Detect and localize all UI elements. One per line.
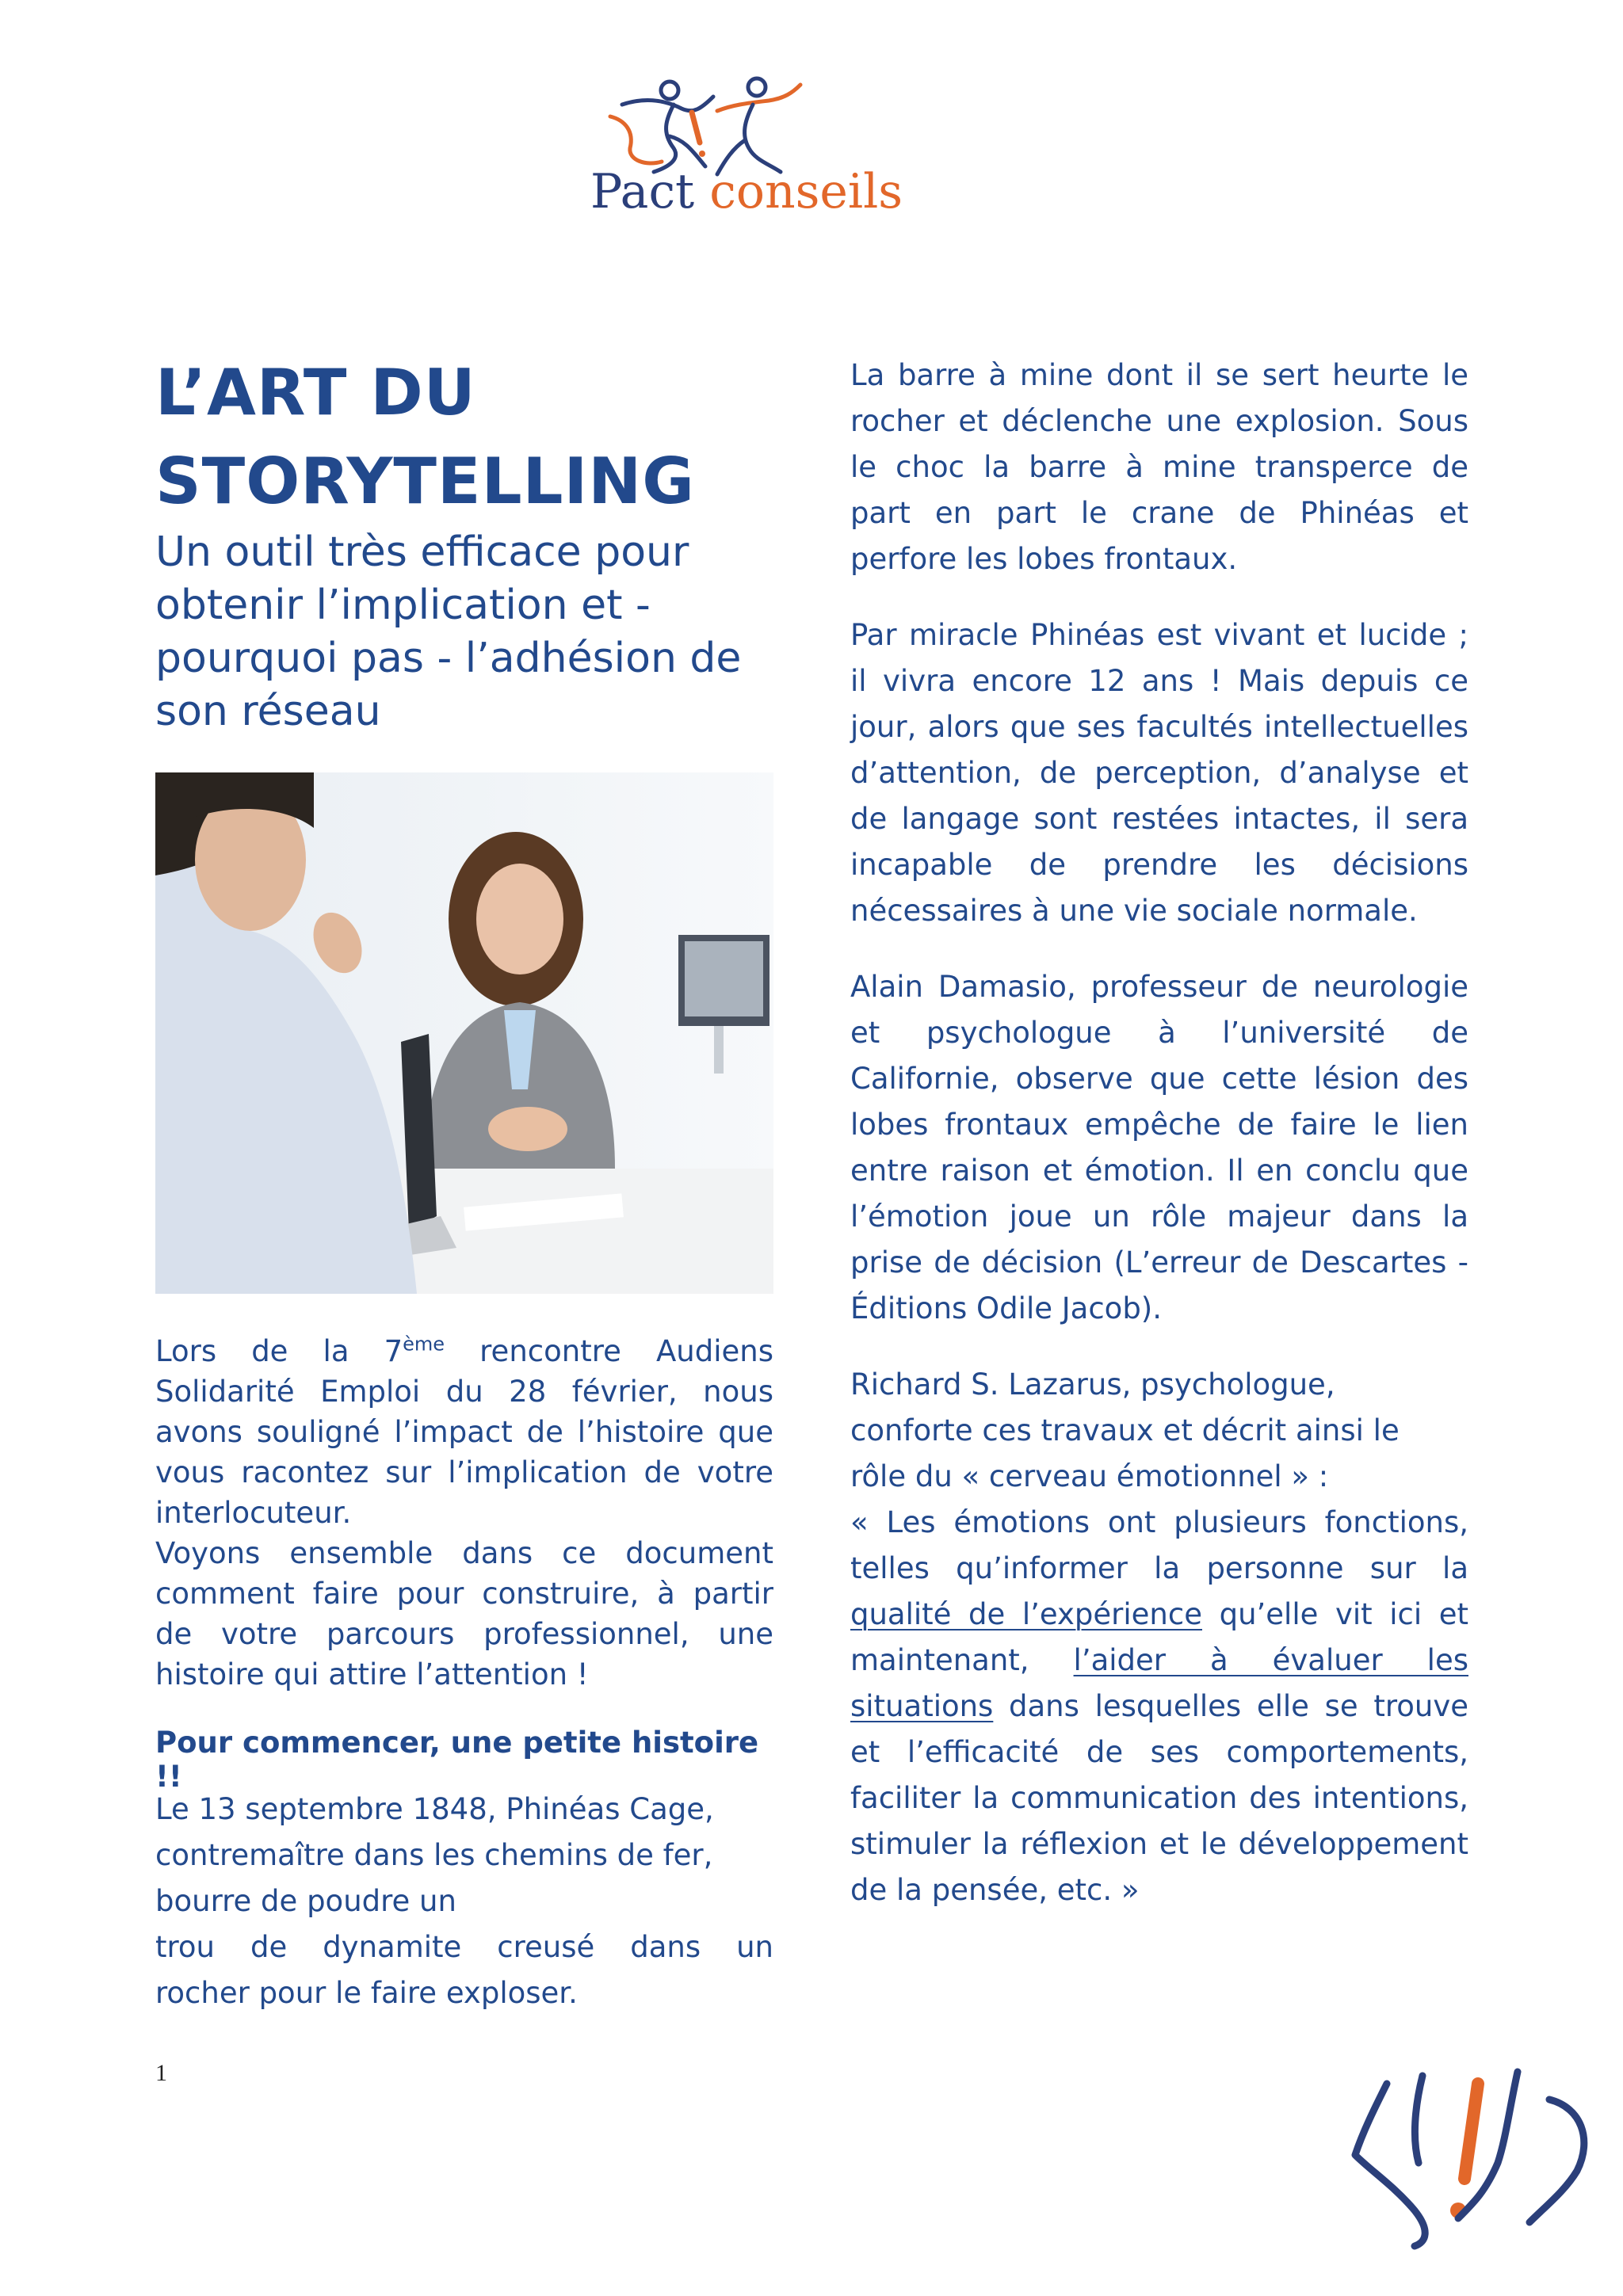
underlined-phrase: l’aider à évaluer les situations [850,1643,1468,1723]
text-line: Richard S. Lazarus, psychologue, [850,1367,1335,1402]
text-segment: « Les émotions ont plusieurs fonctions, telles qu’informer la personne sur la [850,1505,1468,1585]
text-line: conforte ces travaux et décrit ainsi le [850,1413,1400,1447]
text-segment: dans lesquelles elle se trouve et l’efficacité de ses comportements, faciliter la communication des intentions, stimuler la réflexion et le développement de la pensée, etc. » [850,1689,1468,1907]
text-segment: qu’elle vit ici et maintenant, [850,1597,1469,1677]
subtitle-line: Un outil très efficace pour [155,528,689,576]
story-line: contremaître dans les chemins de fer, [155,1838,713,1872]
right-column [850,353,1468,1943]
paragraph: Par miracle Phinéas est vivant et lucide ; il vivra encore 12 ans ! Mais depuis ce jour, alors que ses facultés intellectuelles d’attention, de perception, d’analyse et de langage sont restées intactes, il sera incapable de prendre les décisions nécessaires à une vie sociale normale. [850,618,1468,928]
title-line-1: L’ART DU [155,356,476,429]
story-line: trou de dynamite creusé dans un [155,1930,773,1964]
intro-text-part: Lors de la 7 [155,1334,403,1368]
paragraph: La barre à mine dont il se sert heurte le rocher et déclenche une explosion. Sous le choc la barre à mine transperce de part en part le crane de Phinéas et perfore les lobes frontaux. [850,358,1468,576]
title-block [155,349,773,738]
intro-text [155,1331,773,1695]
logo-word-pact: Pact [590,164,695,219]
intro-text-part: rencontre Audiens Solidarité Emploi du 28 février, nous avons souligné l’impact de l’histoire que vous racontez sur l’implication de votre interlocuteur. [155,1334,773,1530]
office-interview-photo-icon [155,772,773,1294]
intro-paragraph-1 [155,1331,773,1533]
story-line: bourre de poudre un [155,1884,456,1918]
paragraph: Alain Damasio, professeur de neurologie et psychologue à l’université de Californie, observe que cette lésion des lobes frontaux empêche de faire le lien entre raison et émotion. Il en conclu que l’émotion joue un rôle majeur dans la prise de décision (L’erreur de Descartes - Éditions Odile Jacob). [850,970,1468,1325]
pact-conseils-mark-icon [1339,2052,1601,2250]
pact-conseils-logo [582,73,903,231]
page-subtitle [155,526,773,738]
interview-photo [155,772,773,1294]
text-line: rôle du « cerveau émotionnel » : [850,1459,1329,1493]
quote-paragraph [850,1500,1468,1913]
title-line-2: STORYTELLING [155,444,695,518]
story-text [155,1787,773,2016]
logo-wordmark [590,164,903,219]
intro-paragraph-2: Voyons ensemble dans ce document comment faire pour construire, à partir de votre parcours professionnel, une histoire qui attire l’attention ! [155,1536,773,1691]
subtitle-line: pourquoi pas - l’adhésion de [155,635,742,682]
ordinal-superscript: ème [403,1333,445,1356]
story-line: rocher pour le faire exploser. [155,1976,578,2010]
underlined-phrase: qualité de l’expérience [850,1597,1202,1631]
logo-word-conseils: conseils [709,164,903,219]
story-line: Le 13 septembre 1848, Phinéas Cage, [155,1792,714,1826]
section-heading: Pour commencer, une petite histoire !! [155,1726,759,1794]
subtitle-line: obtenir l’implication et - [155,582,651,629]
paragraph [850,1362,1468,1500]
subtitle-line: son réseau [155,688,381,735]
page-number: 1 [155,2060,167,2086]
page-title [155,349,773,526]
